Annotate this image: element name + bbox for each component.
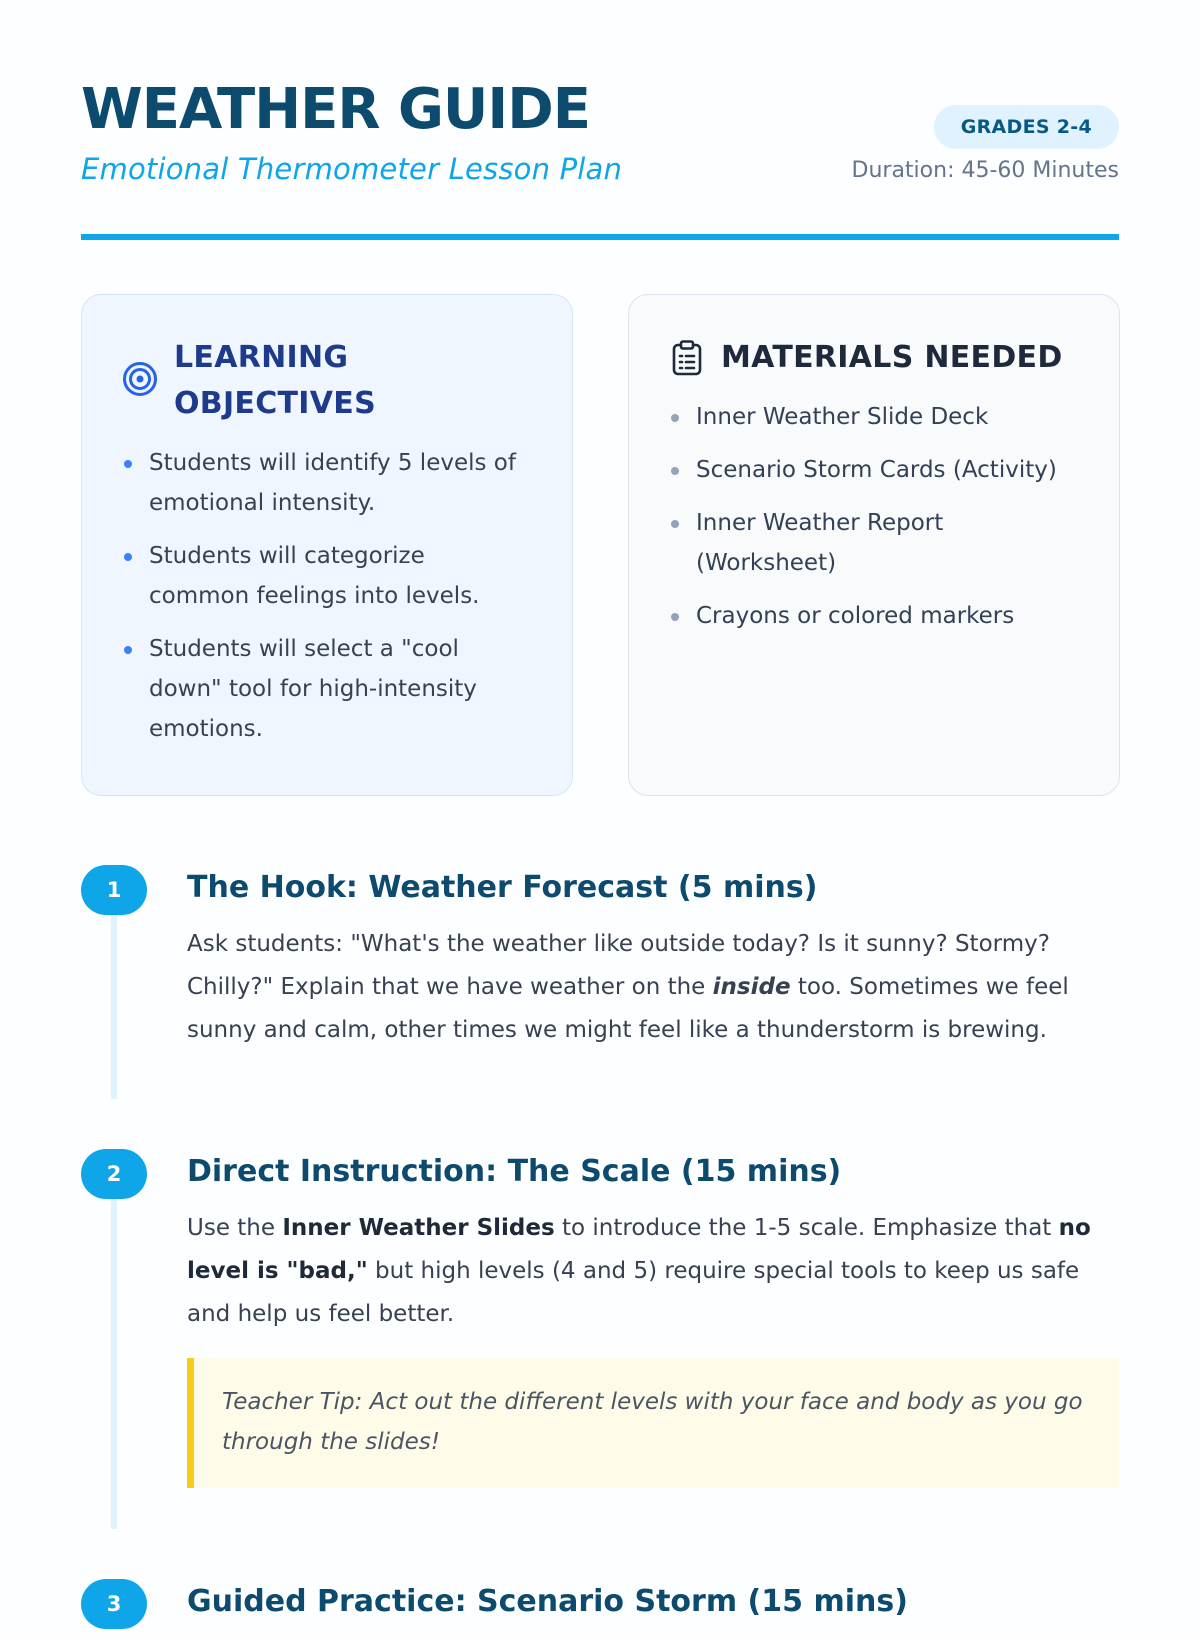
objective-text: Students will identify 5 levels of emotional intensity. xyxy=(149,450,516,516)
materials-title: MATERIALS NEEDED xyxy=(721,340,1063,375)
step-body-emphasis: inside xyxy=(712,974,791,1000)
objectives-header xyxy=(122,335,532,427)
bullet-icon xyxy=(671,613,679,621)
step-number-badge: 3 xyxy=(81,1579,147,1629)
bullet-icon xyxy=(671,520,679,528)
material-text: Inner Weather Report (Worksheet) xyxy=(696,510,944,576)
material-item xyxy=(669,596,1079,636)
material-item xyxy=(669,397,1079,437)
objective-item xyxy=(122,443,532,523)
objective-item xyxy=(122,629,532,749)
step-body-text: too. Sometimes we feel sunny and calm, other times we might feel like a thunderstorm is brewing. xyxy=(187,974,1069,1043)
step-body-bold: no level is "bad," xyxy=(187,1215,1091,1284)
bullet-icon xyxy=(124,553,132,561)
lesson-step xyxy=(81,1579,1119,1639)
step-number-badge: 2 xyxy=(81,1149,147,1199)
bullet-icon xyxy=(671,414,679,422)
materials-needed-card xyxy=(628,294,1120,796)
bullet-icon xyxy=(124,460,132,468)
material-item xyxy=(669,450,1079,490)
duration-label: Duration: 45-60 Minutes xyxy=(851,158,1119,183)
header xyxy=(81,78,1119,248)
step-body-text: Ask students: "What's the weather like outside today? Is it sunny? Stormy? Chilly?" Explain that we have weather on the xyxy=(187,931,1050,1000)
lesson-step xyxy=(81,1149,1119,1579)
header-divider xyxy=(81,234,1119,240)
step-body-text: Use the xyxy=(187,1215,283,1241)
step-title: Guided Practice: Scenario Storm (15 mins) xyxy=(187,1584,908,1619)
material-item xyxy=(669,503,1079,583)
grade-badge: GRADES 2-4 xyxy=(934,105,1119,149)
step-title: Direct Instruction: The Scale (15 mins) xyxy=(187,1154,842,1189)
lesson-step xyxy=(81,865,1119,1149)
objective-text: Students will categorize common feelings into levels. xyxy=(149,543,480,609)
step-body-text: but high levels (4 and 5) require special tools to keep us safe and help us feel better. xyxy=(187,1258,1080,1327)
objective-item xyxy=(122,536,532,616)
step-body-text: to introduce the 1-5 scale. Emphasize that xyxy=(554,1215,1059,1241)
materials-header xyxy=(669,335,1079,381)
step-number-badge: 1 xyxy=(81,865,147,915)
learning-objectives-card xyxy=(81,294,573,796)
bullet-icon xyxy=(124,646,132,654)
objectives-list xyxy=(122,443,532,749)
step-connector xyxy=(111,915,117,1099)
teacher-tip: Teacher Tip: Act out the different levels with your face and body as you go through the slides! xyxy=(187,1358,1119,1488)
step-body xyxy=(187,923,1119,1052)
step-body-bold: Inner Weather Slides xyxy=(282,1215,555,1241)
material-text: Inner Weather Slide Deck xyxy=(696,404,989,430)
clipboard-icon xyxy=(669,340,705,376)
objective-text: Students will select a "cool down" tool for high-intensity emotions. xyxy=(149,636,477,742)
materials-list xyxy=(669,397,1079,636)
step-title: The Hook: Weather Forecast (5 mins) xyxy=(187,870,818,905)
bullet-icon xyxy=(671,467,679,475)
page-subtitle: Emotional Thermometer Lesson Plan xyxy=(81,152,623,186)
step-connector xyxy=(111,1199,117,1529)
page-title: WEATHER GUIDE xyxy=(81,77,590,142)
objectives-title: LEARNING OBJECTIVES xyxy=(174,340,376,421)
lesson-steps xyxy=(81,865,1119,1639)
material-text: Crayons or colored markers xyxy=(696,603,1015,629)
target-icon xyxy=(122,361,158,397)
step-body xyxy=(187,1207,1119,1336)
material-text: Scenario Storm Cards (Activity) xyxy=(696,457,1057,483)
